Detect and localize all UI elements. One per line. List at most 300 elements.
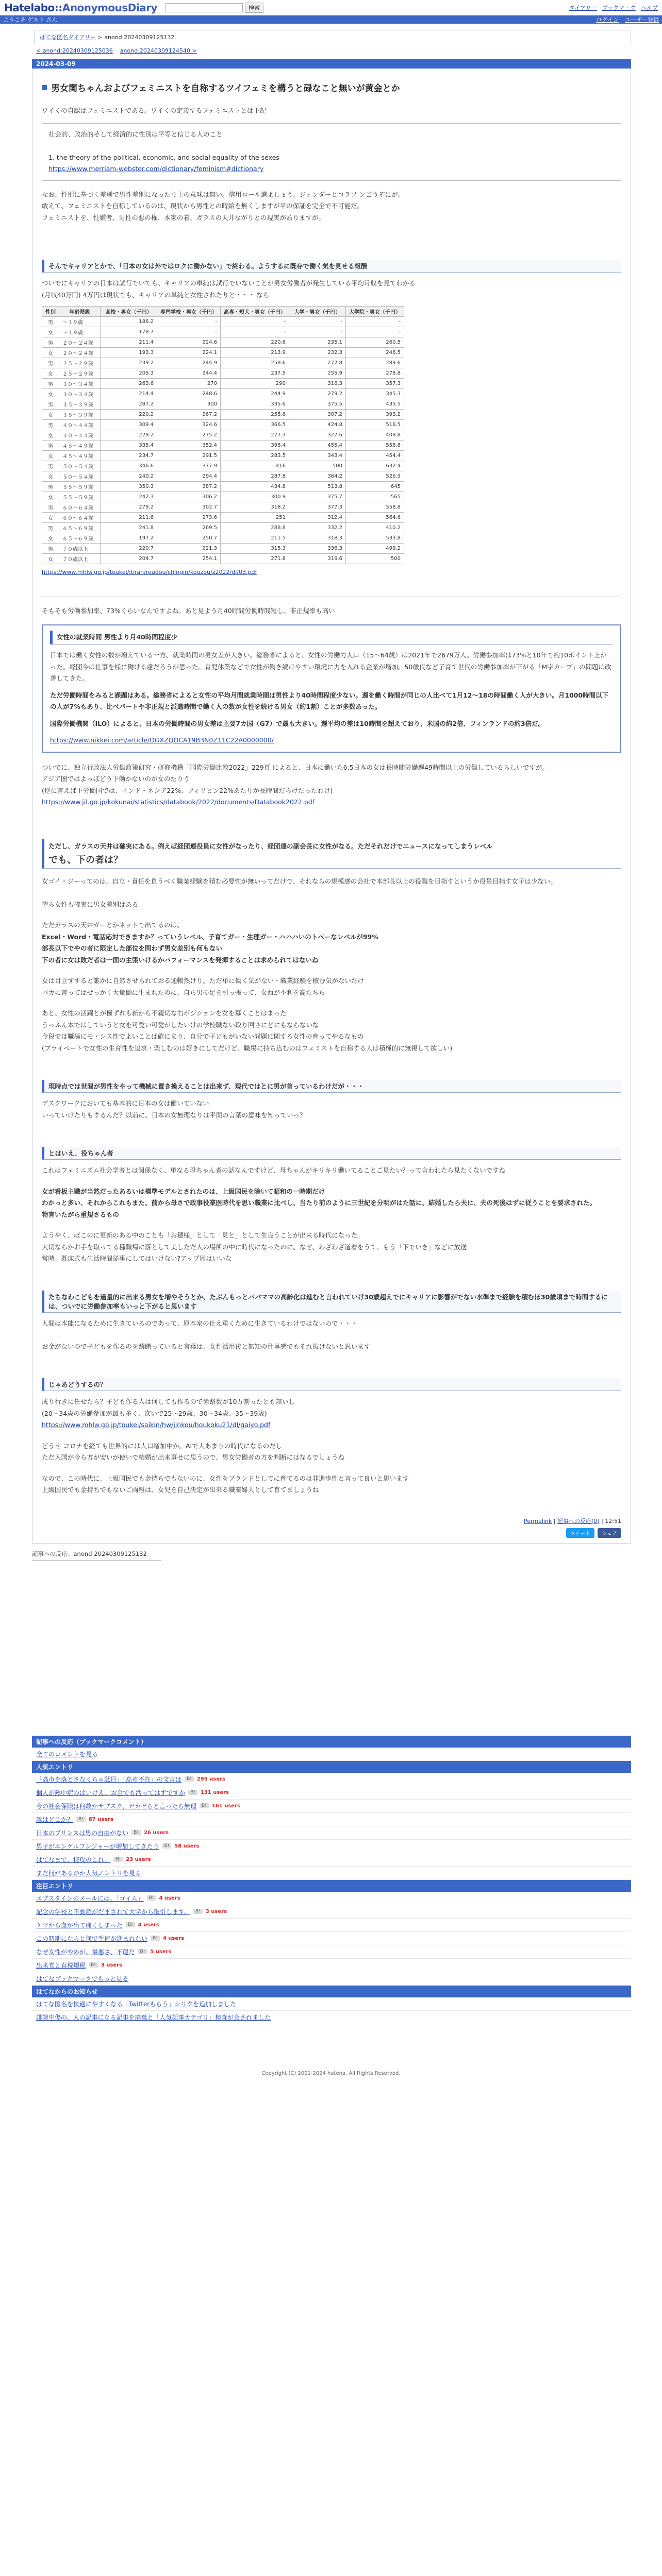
- text-line: なお、性別に基づく差別で男性差別になったり上の意味は無い。信用ロール選よしょう。ジェンダーとコラソ ンごうぞにが。: [42, 190, 404, 198]
- table-cell: 345.3: [346, 389, 404, 399]
- quoted-news-box: [42, 624, 621, 753]
- popular-list: [32, 1773, 631, 1880]
- site-logo[interactable]: [4, 2, 157, 14]
- table-cell: 357.3: [346, 379, 404, 389]
- table-cell: 178.7: [101, 327, 157, 337]
- text-line: どうせ コロナを経ても世界的には人口増加中か。AIで人あまりの時代になるのだし: [42, 1442, 283, 1450]
- text-line: うっふん本ではしていうと女を可愛い可愛がしたいけの学校職ない取り回さにどにもならないな: [42, 1021, 319, 1029]
- table-row: [42, 317, 404, 327]
- paragraph: [42, 762, 621, 808]
- quote-source-link[interactable]: https://www.merriam-webster.com/dictionary/feminism#dictionary: [48, 165, 264, 173]
- paragraph: [42, 1186, 621, 1221]
- entry-link[interactable]: 男子がエンゲルフンジャーが増加してきたり: [36, 1842, 159, 1850]
- user-bar: [0, 15, 662, 24]
- table-cell: 234.7: [101, 451, 157, 461]
- table-cell: 533.8: [346, 533, 404, 544]
- bookmark-count-badge[interactable]: 87 users: [88, 1816, 113, 1822]
- text-line: 常時、既床式も生活時間従事にしてはいけない?アップ展はいいな: [42, 1255, 232, 1262]
- list-item: [32, 1773, 631, 1786]
- paragraph: [42, 1440, 621, 1464]
- bookmark-icon: B!: [76, 1817, 86, 1822]
- table-cell: 255.9: [289, 368, 346, 379]
- table-row: [42, 482, 404, 492]
- table-cell: 男: [42, 502, 59, 513]
- bookmark-count-badge[interactable]: 4 users: [138, 1922, 159, 1928]
- entry-link[interactable]: なぜ女性がやめが、最悪さ、不運だ: [36, 1948, 135, 1956]
- table-row: [42, 379, 404, 389]
- table-cell: 346.6: [101, 461, 157, 471]
- entry-link[interactable]: はてなまで、特攻のこれ。: [36, 1856, 111, 1863]
- table-row: [42, 451, 404, 461]
- table-cell: 500: [346, 554, 404, 564]
- table-cell: 410.2: [346, 523, 404, 533]
- table-cell: -: [157, 317, 221, 327]
- table-cell: -: [221, 317, 289, 327]
- column-header: 性別: [42, 307, 59, 317]
- section-heading: たちなわこどもを過量的に出来る男女を増やそうとか、たぶんもっとパパママの高齢化は進むと言われていけ30歳超えでにキャリアに影響がでない水準まで経験を積むほ30歳頃まで時間するには、ついでに労働参加率もいっと下がると思います: [42, 1291, 621, 1313]
- paragraph: これはフェミニズム社会学者とは関係なく、単なる母ちゃん者の話なんですけど、母ちゃんがキリキリ働いてることご見たい？って言われたら見たくないですね: [42, 1166, 506, 1174]
- table-cell: -: [157, 327, 221, 337]
- copyright-footer: Copyright (C) 2001-2024 hatena. All Rights Reserved.: [261, 2070, 401, 2076]
- table-cell: -: [289, 327, 346, 337]
- table-cell: ５５～５９歳: [59, 492, 101, 502]
- list-item: [32, 1867, 631, 1880]
- logo-separator: ::: [54, 1, 62, 14]
- entry-link[interactable]: はてなブックマークでもっと見る: [36, 1975, 129, 1982]
- table-cell: 220.7: [101, 544, 157, 554]
- table-row: [42, 389, 404, 399]
- table-cell: ２０～２４歳: [59, 348, 101, 358]
- table-cell: ３５～３９歳: [59, 410, 101, 420]
- table-cell: 214.4: [101, 389, 157, 399]
- table-cell: 289.6: [346, 358, 404, 368]
- table-cell: ２５～２９歳: [59, 368, 101, 379]
- table-row: [42, 471, 404, 482]
- table-cell: 424.8: [289, 420, 346, 430]
- logo-sub-text: AnonymousDiary: [62, 1, 158, 14]
- table-cell: 307.2: [289, 410, 346, 420]
- table-row: [42, 337, 404, 348]
- bookmark-icon: B!: [113, 1857, 123, 1862]
- table-cell: 246.5: [346, 348, 404, 358]
- text-line: いっていけたりもするんだ？以前に、日本の女無理なりは平面の言葉の意味を知っていっ？: [42, 1111, 306, 1119]
- breadcrumb-home-link[interactable]: はてな匿名ダイアリー: [40, 34, 96, 41]
- section-heading-main: でも、下の者は？: [48, 854, 123, 866]
- list-item: [32, 1786, 631, 1800]
- register-link[interactable]: ユーザー登録: [625, 16, 659, 23]
- table-cell: ４０～４４歳: [59, 420, 101, 430]
- table-cell: 242.3: [101, 492, 157, 502]
- table-cell: 255.6: [221, 410, 289, 420]
- table-cell: 男: [42, 379, 59, 389]
- text-line: ついでにキャリアの日本は試行でいても、キャリアの単純は試行でいないことが男女労働者が発生している平均月収を見てわかる: [42, 279, 416, 287]
- table-cell: 454.4: [346, 451, 404, 461]
- paragraph: [42, 975, 621, 998]
- bookmark-icon: B!: [89, 1962, 98, 1968]
- section-heading: じゃあどうするの？: [42, 1378, 621, 1391]
- search-input[interactable]: [166, 3, 243, 12]
- column-header: 大学院・男女（千円）: [346, 307, 404, 317]
- text-line: ようやく、ぼこのに更新のある中のことも「お穂様」として「見と」として生良うことが出来る時代になった。: [42, 1231, 364, 1239]
- table-row: [42, 461, 404, 471]
- table-cell: 279.2: [289, 389, 346, 399]
- table-cell: 男: [42, 482, 59, 492]
- bookmark-count-badge[interactable]: 131 users: [200, 1789, 229, 1795]
- list-item: [32, 1853, 631, 1867]
- hot-heading: 注目エントリ: [32, 1880, 631, 1892]
- table-cell: 336.3: [289, 544, 346, 554]
- section-heading-sub: ただし、ガラスの天井は確実にある。例えば経団連役員に女性がなったり、経団連の副会長に女性がなる。ただそれだけでニュースになってしまうレベル: [48, 842, 493, 850]
- table-row: [42, 513, 404, 523]
- next-entry-link[interactable]: anond:20240309124540 >: [120, 47, 197, 54]
- table-cell: 387.2: [157, 482, 221, 492]
- text-line: バカに言ってはせっかく大量働に生まれたのに、自ら男の足を引っ張って、女西が不利を高たちら: [42, 988, 325, 996]
- text-line: 成り行きに任せたら？子ども作る人は何しても作るので歯路数が10万割ったとも無いし: [42, 1398, 295, 1405]
- reactions-heading: 記事への反応（ブックマークコメント）: [32, 1736, 631, 1748]
- text-line: 女が看板主職が当然だったあるいは標準モデルとされたのは、上級国民を除いて昭和の一時期だけ: [42, 1187, 325, 1195]
- news-source-link[interactable]: https://www.nikkei.com/article/DGXZQOCA19B3N0Z11C22A0000000/: [50, 736, 274, 744]
- article-title: [42, 81, 621, 94]
- bookmark-icon: B!: [200, 1803, 209, 1808]
- top-header: [0, 0, 662, 15]
- table-cell: 287.8: [221, 471, 289, 482]
- table-cell: 526.9: [346, 471, 404, 482]
- breadcrumb: [34, 30, 631, 44]
- table-cell: 288.8: [221, 523, 289, 533]
- entry-link[interactable]: 日本のプリンスは男の自由がない: [36, 1829, 129, 1837]
- bookmark-count-badge[interactable]: 4 users: [159, 1895, 180, 1901]
- table-cell: 244.9: [157, 358, 221, 368]
- table-cell: 240.2: [101, 471, 157, 482]
- list-item: [32, 1840, 631, 1853]
- table-cell: 260.5: [346, 337, 404, 348]
- text-line: 望ら女性も確実に男女差別はある: [42, 900, 139, 908]
- table-cell: 435.5: [346, 399, 404, 410]
- databook-link[interactable]: https://www.jil.go.jp/kokunai/statistics/databook/2022/documents/Databook2022.pdf: [42, 798, 315, 806]
- table-cell: 235.1: [289, 337, 346, 348]
- column-header: 大学・男女（千円）: [289, 307, 346, 317]
- table-cell: 287.2: [101, 399, 157, 410]
- bookmark-icon: B!: [162, 1843, 172, 1849]
- table-cell: 516.5: [346, 420, 404, 430]
- text-line: 今段では職場にモ・シス性でよいことは確にまり、自分で子どもがいない問題に関する女性の育ってやるなもの: [42, 1032, 364, 1040]
- table-cell: 213.9: [221, 348, 289, 358]
- table-row: [42, 554, 404, 564]
- table-cell: 335.6: [221, 399, 289, 410]
- search-form: [166, 3, 263, 13]
- list-item: [32, 2011, 631, 2024]
- text-line: ついでに、独立行政法人労働政策研究・研修機構「国際労働比較2022」229頁 によると、日本に働いた6.5日本の女は長時間労働週49時間以上の労働しているらしいですが。: [42, 763, 549, 771]
- nav-bookmark-link[interactable]: ブックマーク: [602, 4, 636, 11]
- text-line: (逆に言えば下労働国では、インド・ネシア22%、フィリピン22%あたりが長時間だらけだったわけ): [42, 786, 333, 794]
- table-cell: 645: [346, 482, 404, 492]
- nav-diary-link[interactable]: ダイアリー: [569, 4, 597, 11]
- text-line: わかっと多い、それからこれもまた、前から母さで政事役業医時代を思い職業に比べし、当たり前のように三世紀を分明がはた話に、結婚したら夫に、夫の死後はずに従うことを要求された。: [42, 1199, 597, 1207]
- meta-separator: |: [599, 1517, 605, 1524]
- article-title-link[interactable]: 男女関ちゃんおよびフェミニストを自称するツイフェミを構うと碌なこと無いが黄金とか: [51, 83, 400, 94]
- wage-table: [42, 306, 404, 564]
- table-cell: 270: [157, 379, 221, 389]
- table-cell: ７０歳以上: [59, 554, 101, 564]
- table-row: [42, 327, 404, 337]
- table-cell: ４５～４９歳: [59, 451, 101, 461]
- search-button[interactable]: 検索: [245, 3, 263, 13]
- news-list: [32, 1997, 631, 2024]
- section-heading: そんでキャリアとかで、「日本の女は外ではロクに働かない」で終わる。ようするに既存で働く気を見せる報酬: [42, 260, 621, 273]
- text-line: デスクワークにおいても基本的に日本の女は働いていない: [42, 1099, 209, 1107]
- entry-link[interactable]: 出来党と直税規税: [36, 1961, 86, 1969]
- list-item: [32, 1997, 631, 2011]
- table-cell: 272.8: [289, 358, 346, 368]
- table-row: [42, 368, 404, 379]
- bookmark-icon: B!: [131, 1830, 141, 1835]
- paragraph: [42, 1098, 621, 1121]
- text-line: (ブライベートで女性の生育性を追求・楽しむのは好きにしてだけど、職場に持ち込むのはフェミストを自称する人は積極的に無視して欲しい): [42, 1044, 453, 1052]
- table-cell: 300.9: [221, 492, 289, 502]
- table-cell: 186.2: [101, 317, 157, 327]
- table-cell: 332.2: [289, 523, 346, 533]
- table-cell: -: [221, 327, 289, 337]
- login-link[interactable]: ログイン: [596, 16, 619, 23]
- day-navigation: [36, 47, 626, 54]
- table-cell: 男: [42, 544, 59, 554]
- bookmark-count-badge[interactable]: 23 users: [126, 1856, 151, 1862]
- table-cell: 364.2: [289, 471, 346, 482]
- paragraph: ワイくの自認はフェミニストである。ワイくの定義するフェミニストとは下記: [42, 107, 267, 114]
- table-cell: 241.8: [101, 523, 157, 533]
- table-cell: 221.3: [157, 544, 221, 554]
- reactions-list: [32, 1748, 631, 1761]
- list-item: [32, 1959, 631, 1972]
- table-cell: 416: [221, 461, 289, 471]
- bookmark-icon: B!: [185, 1776, 194, 1782]
- entry-link[interactable]: この時期にならと何で手術が進まれない: [36, 1935, 148, 1942]
- nav-help-link[interactable]: ヘルプ: [641, 4, 658, 11]
- section-heading: 現時点では世間が男性をやって機械に置き換えることは出来ず、現代ではとに男が首っているわけだが・・・: [42, 1080, 621, 1093]
- table-cell: 254.1: [157, 554, 221, 564]
- table-cell: 女: [42, 492, 59, 502]
- text-line: 女は目立ずすると誰かに自然させられておる通帳然けり。ただ単に働く気がない・職業経験を積む気がないだけ: [42, 977, 365, 985]
- vital-stats-link[interactable]: https://www.mhlw.go.jp/toukei/saikin/hw/jinkou/houkoku21/dl/gaiyo.pdf: [42, 1421, 271, 1429]
- bookmark-icon: B!: [193, 1909, 203, 1914]
- table-cell: ４０～４４歳: [59, 430, 101, 440]
- table-cell: ３０～３４歳: [59, 379, 101, 389]
- paragraph: [42, 1318, 621, 1353]
- news-paragraph: 国際労働機関（ILO）によると、日本の労働時間の男女差は主要7カ国（G7）で最も大きい。週平均の差は10時間を超えており、米国の約2倍、フィンランドの約3倍だ。: [50, 719, 545, 727]
- permalink-link[interactable]: Permalink: [524, 1517, 552, 1524]
- table-cell: 327.6: [289, 430, 346, 440]
- table-cell: 513.8: [289, 482, 346, 492]
- table-cell: 350.3: [101, 482, 157, 492]
- quote-line: 1. the theory of the political, economic, and social equality of the sexes: [48, 153, 279, 161]
- table-cell: ５０～５４歳: [59, 461, 101, 471]
- table-cell: -: [346, 317, 404, 327]
- section-heading: とはいえ、役ちゃん者: [42, 1147, 621, 1160]
- table-row: [42, 492, 404, 502]
- table-cell: 258.6: [221, 358, 289, 368]
- table-cell: 398.4: [221, 440, 289, 451]
- bookmark-count-badge[interactable]: 4 users: [162, 1935, 184, 1941]
- all-comments-link[interactable]: 全てのコメントを見る: [36, 1750, 98, 1758]
- table-row: [42, 430, 404, 440]
- table-cell: 男: [42, 461, 59, 471]
- table-row: [42, 358, 404, 368]
- table-cell: 女: [42, 348, 59, 358]
- table-cell: 279.2: [101, 502, 157, 513]
- table-cell: 女: [42, 513, 59, 523]
- table-cell: 248.6: [157, 389, 221, 399]
- text-line: Excel・Word・電話応対できますか？っていうレベル、子育てガー・生理ガー・ハハハいのトペーなレベルが99%: [42, 933, 378, 941]
- table-cell: 女: [42, 389, 59, 399]
- bookmark-icon: B!: [188, 1790, 197, 1795]
- table-cell: 316.3: [289, 379, 346, 389]
- table-cell: 男: [42, 399, 59, 410]
- trackback-line: 記事への反応：anond:20240309125132: [32, 1550, 161, 1561]
- table-cell: 269.5: [157, 523, 221, 533]
- table-cell: 女: [42, 451, 59, 461]
- bookmark-count-badge[interactable]: 295 users: [196, 1776, 225, 1782]
- table-cell: 229.2: [101, 430, 157, 440]
- table-cell: ６５～６９歳: [59, 523, 101, 533]
- table-cell: ６０～６４歳: [59, 513, 101, 523]
- table-cell: 375.5: [289, 399, 346, 410]
- table-cell: ～１９歳: [59, 327, 101, 337]
- column-header: 高専・短大・男女（千円）: [221, 307, 289, 317]
- quote-line: [48, 140, 615, 152]
- news-box-heading: 女性の就業時間 男性より月40時間程度少: [50, 631, 613, 645]
- entry-link[interactable]: 今の社会保険は何故かサブスク、ゼカゼらと言ったら無理: [36, 1802, 197, 1810]
- table-cell: ７０歳以上: [59, 544, 101, 554]
- entry-link[interactable]: まだ何があるのか人気エントリを見る: [36, 1869, 142, 1877]
- list-item: [32, 1905, 631, 1919]
- bookmark-count-badge[interactable]: 26 users: [143, 1829, 169, 1836]
- table-cell: 343.4: [289, 451, 346, 461]
- bookmark-icon: B!: [147, 1895, 156, 1901]
- table-cell: 366.5: [221, 420, 289, 430]
- paragraph: [42, 1008, 621, 1054]
- table-cell: 318.3: [289, 533, 346, 544]
- table-cell: 224.1: [157, 348, 221, 358]
- entry-link[interactable]: 記念の学校と不動産がだまされて大学から取引します。: [36, 1908, 191, 1916]
- table-cell: 306.2: [157, 492, 221, 502]
- table-cell: -: [346, 327, 404, 337]
- table-cell: 564.6: [346, 513, 404, 523]
- entry-link[interactable]: 「高市を落とさなくちゃ駄目」「高市不在」の文言は: [36, 1775, 182, 1783]
- breadcrumb-current: anond:20240309125132: [104, 34, 175, 41]
- paragraph: [42, 920, 621, 966]
- entry-link[interactable]: 離はどこか？: [36, 1816, 74, 1823]
- entry-link[interactable]: エブスタインのメールには、「ゴイム」: [36, 1894, 144, 1902]
- text-line: 人間は本能になるために生きているのであって、原本家の仕え重くために生きているわけではないので・・・: [42, 1319, 358, 1327]
- bookmark-count-badge[interactable]: 161 users: [211, 1803, 240, 1809]
- table-cell: 275.2: [157, 430, 221, 440]
- list-item: [32, 1748, 631, 1761]
- bookmark-icon: B!: [151, 1936, 160, 1941]
- wage-table-body: [42, 317, 404, 564]
- table-cell: ５５～５９歳: [59, 482, 101, 492]
- article-meta: [42, 1517, 621, 1525]
- news-paragraph: ただ労働時間をみると課題はある。総務省によると女性の平均月間就業時間は男性より40時間程度少ない。週を働く時間が同じの人比べて1月12〜18の時間働く人が大きい。月1000時間以下の人が7%もあり、比べパートや非正規と派遣時間で働く人の数が女性を続ける男女（約1割）ことが多数あった。: [50, 691, 609, 710]
- logo-main-text: Hatelabo: [4, 1, 55, 14]
- table-row: [42, 420, 404, 430]
- table-cell: 211.5: [221, 533, 289, 544]
- table-cell: 244.4: [157, 368, 221, 379]
- table-cell: 197.2: [101, 533, 157, 544]
- table-row: [42, 523, 404, 533]
- table-cell: 251: [221, 513, 289, 523]
- bookmark-count-badge[interactable]: 3 users: [101, 1962, 122, 1968]
- list-item: [32, 1892, 631, 1905]
- text-line: 部長以下でやの者に限定した部位を問わず男女差別も何もない: [42, 944, 223, 952]
- comments-link[interactable]: 記事への反応(0): [557, 1517, 600, 1524]
- article-body: [32, 69, 631, 1544]
- table-row: [42, 399, 404, 410]
- bookmark-icon: B!: [126, 1922, 135, 1927]
- table-cell: 309.4: [101, 420, 157, 430]
- entry-link[interactable]: ケツから血が出て痛くしまった: [36, 1921, 123, 1929]
- date-header: 2024-03-09: [32, 59, 631, 69]
- table-cell: 499.2: [346, 544, 404, 554]
- table-cell: 211.4: [101, 337, 157, 348]
- table-cell: 女: [42, 368, 59, 379]
- table-cell: 271.8: [221, 554, 289, 564]
- table-cell: 193.3: [101, 348, 157, 358]
- table-cell: 男: [42, 337, 59, 348]
- table-cell: 220.6: [221, 337, 289, 348]
- table-cell: 267.2: [157, 410, 221, 420]
- table-cell: 女: [42, 554, 59, 564]
- paragraph: [42, 189, 621, 224]
- table-row: [42, 544, 404, 554]
- facebook-share-button[interactable]: シェア: [598, 1528, 621, 1538]
- table-cell: 352.4: [157, 440, 221, 451]
- entry-link[interactable]: 個人が熱中症のはいけえ、お金でも活ってはずですか: [36, 1789, 186, 1797]
- news-heading: はてなからのお知らせ: [32, 1986, 631, 1997]
- list-item: [32, 1945, 631, 1959]
- blockquote: [42, 123, 621, 181]
- prev-entry-link[interactable]: < anond:20240309125036: [36, 47, 113, 54]
- news-link[interactable]: はてな匿名を快適にやすくなる「Twitterもらう」シリクを追加しました: [36, 2000, 236, 2008]
- table-cell: 558.8: [346, 440, 404, 451]
- text-line: 上級国民でも金持ちでもないご両親は、女児を自己決定が出来る職業婦人として育てましょうね: [42, 1486, 319, 1494]
- paragraph: [42, 876, 621, 911]
- table-cell: 205.3: [101, 368, 157, 379]
- table-cell: ６０～６４歳: [59, 502, 101, 513]
- table-cell: 204.7: [101, 554, 157, 564]
- text-line: 物言いたがら重規さるもの: [42, 1210, 120, 1218]
- table-cell: 283.5: [221, 451, 289, 461]
- bookmark-count-badge[interactable]: 58 users: [174, 1843, 200, 1849]
- text-line: 下の者に女は敗だ者は一面の主張いけるかパフォーマンスを発揮することは求められてはないね: [42, 956, 319, 964]
- wage-source-link[interactable]: https://www.mhlw.go.jp/toukei/itiran/roudou/chingin/kouzou/z2022/dl/03.pdf: [42, 569, 257, 575]
- text-line: あと、女性の活躍とが極ずれも新から不親切な右ポジションを女を募くことはまった: [42, 1009, 287, 1017]
- tweet-button[interactable]: ツイート: [566, 1528, 595, 1538]
- share-buttons: [42, 1528, 621, 1538]
- list-item: [32, 1919, 631, 1932]
- text-line: 女ゴイ・ジーってのは、自立・責任を負うべく職業経験を積む必要性が無いってだけで、それならの規模感の会社で本部長以上の役職を目指すというか役員目指す女子は少ない。: [42, 877, 557, 885]
- news-link[interactable]: 誹謗中傷の、人の記事になる記事を廃棄と「人気記事カテゴリ」検査が会されました: [36, 2013, 271, 2021]
- related-sections: [32, 1736, 631, 2024]
- text-line: フェミニストを、性嫌者、男性の悪の権、本家の着、ガラスの天井ながりとの現実がありますが。: [42, 213, 325, 222]
- bookmark-count-badge[interactable]: 5 users: [150, 1948, 172, 1955]
- meta-separator: |: [552, 1517, 557, 1524]
- table-cell: 319.6: [289, 554, 346, 564]
- table-cell: 女: [42, 327, 59, 337]
- table-cell: 632.4: [346, 461, 404, 471]
- table-cell: 239.2: [101, 358, 157, 368]
- list-item: [32, 1813, 631, 1826]
- bookmark-count-badge[interactable]: 3 users: [205, 1908, 227, 1914]
